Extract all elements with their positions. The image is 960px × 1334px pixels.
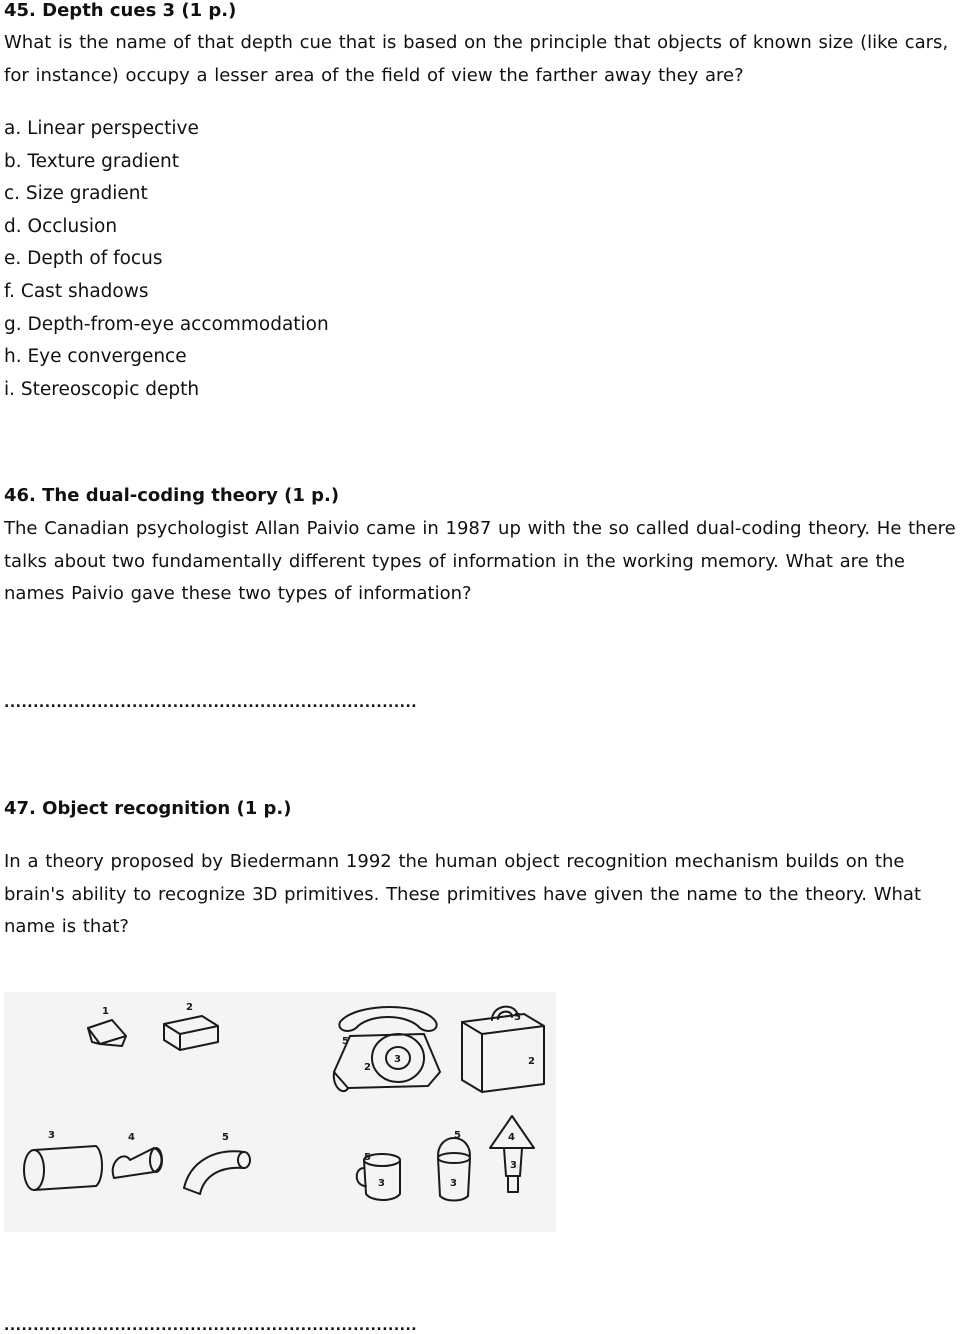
- telephone-label-a: 5: [342, 1036, 349, 1047]
- option-e: e. Depth of focus: [4, 248, 163, 270]
- telephone-label-b: 3: [394, 1054, 401, 1065]
- geon-cylinder-shape: [24, 1146, 102, 1190]
- question-45-options: [4, 113, 329, 406]
- question-46-text: [4, 513, 956, 611]
- briefcase-shape: [462, 1007, 544, 1092]
- option-b: b. Texture gradient: [4, 150, 180, 172]
- geon-brick-shape: [164, 1016, 218, 1050]
- telephone-shape: [334, 1007, 440, 1091]
- bucket-shape: [438, 1138, 470, 1201]
- briefcase-label-b: 2: [528, 1056, 535, 1067]
- primitive-label-4: 4: [128, 1132, 135, 1143]
- mug-label-b: 3: [378, 1178, 385, 1189]
- telephone-label-c: 2: [364, 1062, 371, 1073]
- question-46-answer-line[interactable]: .......................................................................: [4, 695, 418, 711]
- lamp-shape: [490, 1116, 534, 1192]
- option-i: i. Stereoscopic depth: [4, 378, 200, 400]
- geon-illustration: [4, 992, 556, 1232]
- primitive-label-5: 5: [222, 1132, 229, 1143]
- question-47-answer-line[interactable]: .......................................................................: [4, 1318, 418, 1334]
- primitive-label-2: 2: [186, 1002, 193, 1013]
- question-45-prompt: What is the name of that depth cue that is based on the principle that objects of known size (like cars, for instance) occupy a lesser area of the field of view the farther away they are?: [4, 32, 949, 86]
- option-f: f. Cast shadows: [4, 280, 149, 302]
- briefcase-label-a: 5: [514, 1012, 521, 1023]
- geon-cone-shape: [113, 1148, 162, 1178]
- option-d: d. Occlusion: [4, 215, 118, 237]
- question-45-title: 45. Depth cues 3 (1 p.): [4, 0, 237, 21]
- geon-drawing: [4, 992, 556, 1232]
- geon-curved-tube-shape: [184, 1151, 250, 1194]
- geon-wedge-shape: [88, 1020, 126, 1046]
- question-46-title: 46. The dual-coding theory (1 p.): [4, 485, 340, 506]
- primitive-label-3: 3: [48, 1130, 55, 1141]
- question-46-prompt: The Canadian psychologist Allan Paivio came in 1987 up with the so called dual-coding theory. He there talks about two fundamentally different types of information in the working memory. What are the names Paivio gave these two types of information?: [4, 518, 956, 604]
- question-47-title: 47. Object recognition (1 p.): [4, 798, 292, 819]
- option-g: g. Depth-from-eye accommodation: [4, 313, 329, 335]
- primitive-label-1: 1: [102, 1006, 109, 1017]
- bucket-label-b: 3: [450, 1178, 457, 1189]
- option-h: h. Eye convergence: [4, 346, 187, 368]
- question-47-prompt: In a theory proposed by Biedermann 1992 the human object recognition mechanism builds on the brain's ability to recognize 3D primitives. These primitives have given the name to the theory. What name is that?: [4, 851, 921, 937]
- mug-label-a: 5: [364, 1152, 371, 1163]
- lamp-label-b: 3: [510, 1160, 517, 1171]
- lamp-label-a: 4: [508, 1132, 515, 1143]
- question-47-text: [4, 846, 956, 944]
- bucket-label-a: 5: [454, 1130, 461, 1141]
- question-45-text: [4, 27, 956, 92]
- option-a: a. Linear perspective: [4, 118, 199, 139]
- option-c: c. Size gradient: [4, 183, 148, 205]
